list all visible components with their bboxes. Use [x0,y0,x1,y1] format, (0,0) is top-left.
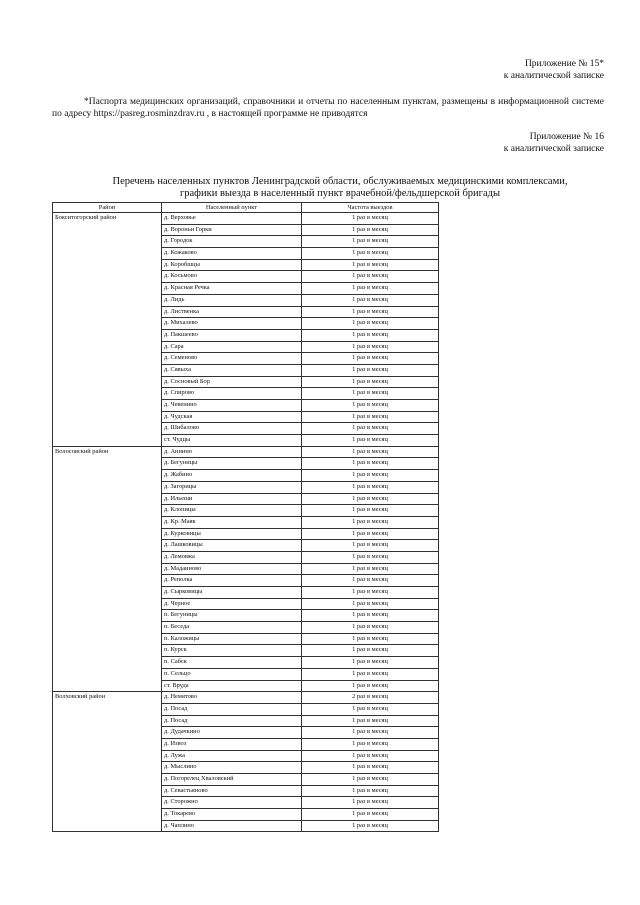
frequency-cell: 1 раз в месяц [302,306,439,318]
settlement-cell: д. Дудачкино [162,727,302,739]
frequency-cell: 1 раз в месяц [302,750,439,762]
footnote-text: *Паспорта медицинских организаций, справочники и отчеты по населенным пунктам, размещены в информационной системе по адресу https://pasreg.rosminzdrav.ru , в настоящей программе не приводятся [52,97,604,119]
frequency-cell: 1 раз в месяц [302,785,439,797]
frequency-cell: 1 раз в месяц [302,774,439,786]
settlement-cell: д. Немятово [162,692,302,704]
frequency-cell: 1 раз в месяц [302,703,439,715]
settlement-cell: д. Красная Речка [162,283,302,295]
frequency-cell: 1 раз в месяц [302,248,439,260]
frequency-cell: 1 раз в месяц [302,797,439,809]
settlement-cell: д. Мадаиново [162,563,302,575]
appendix-16-title: Приложение № 16 [529,132,604,142]
frequency-cell: 1 раз в месяц [302,809,439,821]
frequency-cell: 1 раз в месяц [302,762,439,774]
settlement-cell: д. Сырковицы [162,587,302,599]
settlement-cell: п. Каложицы [162,633,302,645]
settlement-cell: д. Городок [162,236,302,248]
settlement-cell: д. Бегуницы [162,458,302,470]
settlement-cell: ст. Вруда [162,680,302,692]
appendix-16-header [504,131,604,155]
frequency-cell: 1 раз в месяц [302,353,439,365]
frequency-cell: 1 раз в месяц [302,458,439,470]
frequency-cell: 1 раз в месяц [302,587,439,599]
settlement-cell: п. Сабск [162,657,302,669]
frequency-cell: 1 раз в месяц [302,213,439,225]
frequency-cell: 1 раз в месяц [302,470,439,482]
frequency-cell: 1 раз в месяц [302,224,439,236]
frequency-cell: 1 раз в месяц [302,493,439,505]
district-cell: Волховский район [53,692,162,832]
settlement-cell: д. Косьмово [162,271,302,283]
settlement-cell: д. Мыслино [162,762,302,774]
settlement-cell: д. Реполка [162,575,302,587]
frequency-cell: 1 раз в месяц [302,423,439,435]
frequency-cell: 1 раз в месяц [302,610,439,622]
frequency-cell: 1 раз в месяц [302,598,439,610]
frequency-cell: 1 раз в месяц [302,376,439,388]
appendix-15-title: Приложение № 15* [524,59,604,69]
settlement-cell: д. Севастьяново [162,785,302,797]
settlement-cell: д. Черное [162,598,302,610]
list-title-line-1: Перечень населенных пунктов Ленинградской области, обслуживаемых медицинскими комплексами, [112,176,568,187]
settlement-cell: д. Погорелец Хваловский [162,774,302,786]
table-row [53,446,439,458]
appendix-15-subtitle: к аналитической записке [503,71,604,81]
district-cell: Волосовский район [53,446,162,691]
frequency-cell: 1 раз в месяц [302,820,439,832]
appendix-15-header [504,58,604,82]
frequency-cell: 1 раз в месяц [302,446,439,458]
settlement-cell: п. Сельцо [162,668,302,680]
settlement-cell: д. Спирово [162,388,302,400]
frequency-cell: 1 раз в месяц [302,294,439,306]
settlement-cell: д. Семеново [162,353,302,365]
settlement-cell: д. Лидь [162,294,302,306]
frequency-cell: 1 раз в месяц [302,341,439,353]
frequency-cell: 1 раз в месяц [302,668,439,680]
table-row [53,213,439,225]
header-district: Район [53,203,162,213]
frequency-cell: 1 раз в месяц [302,738,439,750]
settlement-cell: д. Извоз [162,738,302,750]
settlement-cell: д. Лемовжа [162,551,302,563]
frequency-cell: 2 раз в месяц [302,692,439,704]
settlement-cell: д. Шибалово [162,423,302,435]
frequency-cell: 1 раз в месяц [302,622,439,634]
settlement-cell: д. Чевенино [162,400,302,412]
frequency-cell: 1 раз в месяц [302,411,439,423]
settlement-cell: д. Пакшеево [162,329,302,341]
settlement-cell: д. Посад [162,715,302,727]
settlement-cell: п. Бегуницы [162,610,302,622]
frequency-cell: 1 раз в месяц [302,715,439,727]
settlement-cell: ст. Чудцы [162,435,302,447]
settlement-cell: д. Курковицы [162,528,302,540]
settlements-table [52,202,439,832]
settlement-cell: д. Чудская [162,411,302,423]
settlement-cell: п. Беседа [162,622,302,634]
list-title-line-2: графики выезда в населенный пункт врачебной/фельдшерской бригады [179,188,501,199]
table-row [53,692,439,704]
settlement-cell: д. Сторожно [162,797,302,809]
settlement-cell: д. Загорицы [162,481,302,493]
frequency-cell: 1 раз в месяц [302,516,439,528]
frequency-cell: 1 раз в месяц [302,680,439,692]
frequency-cell: 1 раз в месяц [302,400,439,412]
frequency-cell: 1 раз в месяц [302,329,439,341]
frequency-cell: 1 раз в месяц [302,645,439,657]
frequency-cell: 1 раз в месяц [302,236,439,248]
settlement-cell: д. Кожаково [162,248,302,260]
settlement-cell: д. Михалево [162,318,302,330]
settlement-cell: д. Аннино [162,446,302,458]
frequency-cell: 1 раз в месяц [302,318,439,330]
settlement-cell: д. Сара [162,341,302,353]
table-header-row [53,203,439,213]
settlement-cell: д. Лашковицы [162,540,302,552]
frequency-cell: 1 раз в месяц [302,551,439,563]
settlement-cell: д. Верховье [162,213,302,225]
header-settlement: Населенный пункт [162,203,302,213]
settlement-cell: д. Клопицы [162,505,302,517]
settlement-cell: д. Вороньи Горки [162,224,302,236]
table-body [53,213,439,832]
frequency-cell: 1 раз в месяц [302,528,439,540]
frequency-cell: 1 раз в месяц [302,540,439,552]
settlement-cell: д. Токарево [162,809,302,821]
frequency-cell: 1 раз в месяц [302,388,439,400]
settlement-cell: д. Сявыха [162,364,302,376]
frequency-cell: 1 раз в месяц [302,575,439,587]
frequency-cell: 1 раз в месяц [302,271,439,283]
frequency-cell: 1 раз в месяц [302,563,439,575]
frequency-cell: 1 раз в месяц [302,633,439,645]
frequency-cell: 1 раз в месяц [302,505,439,517]
list-title [60,176,620,200]
settlement-cell: д. Жабино [162,470,302,482]
header-frequency: Частота выездов [302,203,439,213]
settlement-cell: д. Коробшцы [162,259,302,271]
frequency-cell: 1 раз в месяц [302,364,439,376]
frequency-cell: 1 раз в месяц [302,435,439,447]
settlement-cell: д. Ильеши [162,493,302,505]
settlement-cell: д. Посад [162,703,302,715]
settlement-cell: д. Лиственка [162,306,302,318]
appendix-16-subtitle: к аналитической записке [503,144,604,154]
frequency-cell: 1 раз в месяц [302,657,439,669]
settlement-cell: д. Кр. Маяк [162,516,302,528]
settlement-cell: п. Курск [162,645,302,657]
frequency-cell: 1 раз в месяц [302,283,439,295]
settlement-cell: д. Чаплино [162,820,302,832]
district-cell: Бокситогорский район [53,213,162,447]
frequency-cell: 1 раз в месяц [302,481,439,493]
frequency-cell: 1 раз в месяц [302,259,439,271]
settlement-cell: д. Сосновый Бор [162,376,302,388]
frequency-cell: 1 раз в месяц [302,727,439,739]
settlement-cell: д. Лужа [162,750,302,762]
